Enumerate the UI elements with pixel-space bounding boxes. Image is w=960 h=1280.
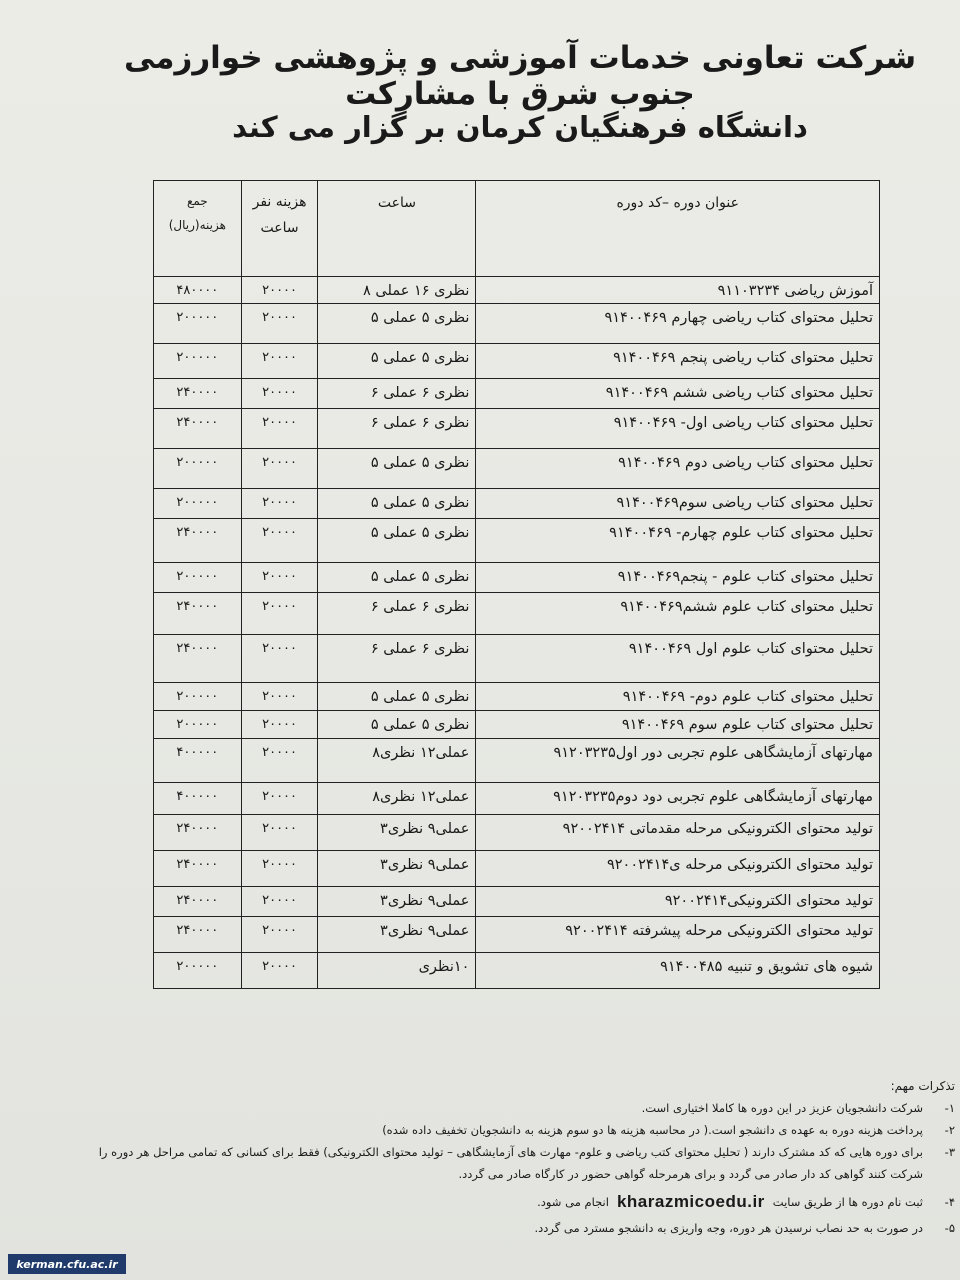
cell-cost: ۲۰۰۰۰ <box>241 953 318 989</box>
table-row <box>154 815 880 851</box>
cell-hours: نظری ۵ عملی ۵ <box>318 711 476 739</box>
cell-total: ۲۴۰۰۰۰ <box>154 379 242 409</box>
cell-cost: ۲۰۰۰۰ <box>241 739 318 783</box>
table-row <box>154 711 880 739</box>
cell-total: ۲۰۰۰۰۰ <box>154 304 242 344</box>
site-link[interactable]: kharazmicoedu.ir <box>616 1192 765 1211</box>
cell-title: تولید محتوای الکترونیکی۹۲۰۰۲۴۱۴ <box>476 887 880 917</box>
cell-cost: ۲۰۰۰۰ <box>241 409 318 449</box>
cell-hours: عملی۱۲ نظری۸ <box>318 739 476 783</box>
cell-title: تحلیل محتوای کتاب ریاضی پنجم ۹۱۴۰۰۴۶۹ <box>476 344 880 379</box>
table-row <box>154 635 880 683</box>
cell-title: مهارتهای آزمایشگاهی علوم تجربی دود دوم۹۱۲۰۳۲۳۵ <box>476 783 880 815</box>
cell-title: تحلیل محتوای کتاب علوم اول ۹۱۴۰۰۴۶۹ <box>476 635 880 683</box>
cell-cost: ۲۰۰۰۰ <box>241 489 318 519</box>
cell-title: آموزش ریاضی ۹۱۱۰۳۲۳۴ <box>476 277 880 304</box>
table-row <box>154 739 880 783</box>
note-item-5: ۵- در صورت به حد نصاب نرسیدن هر دوره، وجه واریزی به دانشجو مسترد می گردد. <box>534 1221 955 1235</box>
header-line-2: دانشگاه فرهنگیان کرمان بر گزار می کند <box>232 110 808 144</box>
column-header-cost: هزینه نفر ساعت <box>241 181 318 277</box>
cell-cost: ۲۰۰۰۰ <box>241 593 318 635</box>
table-row <box>154 593 880 635</box>
table-row <box>154 344 880 379</box>
cell-total: ۴۰۰۰۰۰ <box>154 739 242 783</box>
cell-title: تحلیل محتوای کتاب علوم ششم۹۱۴۰۰۴۶۹ <box>476 593 880 635</box>
cell-hours: ۱۰نظری <box>318 953 476 989</box>
cell-hours: نظری ۶ عملی ۶ <box>318 635 476 683</box>
table-row <box>154 683 880 711</box>
column-header-title: عنوان دوره –کد دوره <box>476 181 880 277</box>
cell-cost: ۲۰۰۰۰ <box>241 917 318 953</box>
cell-cost: ۲۰۰۰۰ <box>241 887 318 917</box>
cell-title: تحلیل محتوای کتاب علوم چهارم- ۹۱۴۰۰۴۶۹ <box>476 519 880 563</box>
cell-hours: نظری ۵ عملی ۵ <box>318 489 476 519</box>
note-item-4: ۴- ثبت نام دوره ها از طریق سایت kharazmicoedu.ir انجام می شود. <box>537 1192 955 1211</box>
notes-heading: تذکرات مهم: <box>890 1079 955 1093</box>
cell-total: ۲۴۰۰۰۰ <box>154 519 242 563</box>
cell-total: ۲۴۰۰۰۰ <box>154 917 242 953</box>
cell-total: ۲۰۰۰۰۰ <box>154 449 242 489</box>
cell-hours: عملی۹ نظری۳ <box>318 851 476 887</box>
cell-total: ۲۰۰۰۰۰ <box>154 683 242 711</box>
table-row <box>154 277 880 304</box>
cell-hours: نظری ۶ عملی ۶ <box>318 409 476 449</box>
cell-hours: عملی۱۲ نظری۸ <box>318 783 476 815</box>
cell-hours: نظری ۶ عملی ۶ <box>318 379 476 409</box>
cell-total: ۴۸۰۰۰۰ <box>154 277 242 304</box>
table-row <box>154 563 880 593</box>
cell-title: تحلیل محتوای کتاب علوم - پنجم۹۱۴۰۰۴۶۹ <box>476 563 880 593</box>
table-row <box>154 304 880 344</box>
cell-title: تحلیل محتوای کتاب ریاضی ششم ۹۱۴۰۰۴۶۹ <box>476 379 880 409</box>
courses-table <box>153 180 880 989</box>
notes-section <box>90 1075 955 1239</box>
table-row <box>154 409 880 449</box>
cell-total: ۴۰۰۰۰۰ <box>154 783 242 815</box>
cell-total: ۲۰۰۰۰۰ <box>154 344 242 379</box>
cell-total: ۲۰۰۰۰۰ <box>154 953 242 989</box>
table-row <box>154 851 880 887</box>
cell-hours: عملی۹ نظری۳ <box>318 815 476 851</box>
column-header-hours: ساعت <box>318 181 476 277</box>
cell-cost: ۲۰۰۰۰ <box>241 683 318 711</box>
cell-hours: عملی۹ نظری۳ <box>318 887 476 917</box>
cell-cost: ۲۰۰۰۰ <box>241 379 318 409</box>
cell-title: تحلیل محتوای کتاب علوم سوم ۹۱۴۰۰۴۶۹ <box>476 711 880 739</box>
table-row <box>154 887 880 917</box>
watermark-badge: kerman.cfu.ac.ir <box>8 1254 126 1274</box>
cell-hours: نظری ۶ عملی ۶ <box>318 593 476 635</box>
cell-total: ۲۰۰۰۰۰ <box>154 711 242 739</box>
cell-cost: ۲۰۰۰۰ <box>241 344 318 379</box>
note-item-2: ۲- پرداخت هزینه دوره به عهده ی دانشجو است.( در محاسبه هزینه ها دو سوم هزینه به دانشجویان تخفیف داده شده) <box>382 1123 955 1137</box>
cell-cost: ۲۰۰۰۰ <box>241 563 318 593</box>
table-header-row <box>154 181 880 277</box>
cell-hours: نظری ۵ عملی ۵ <box>318 683 476 711</box>
cell-cost: ۲۰۰۰۰ <box>241 449 318 489</box>
cell-total: ۲۴۰۰۰۰ <box>154 851 242 887</box>
cell-cost: ۲۰۰۰۰ <box>241 711 318 739</box>
cell-hours: نظری ۵ عملی ۵ <box>318 449 476 489</box>
table-row <box>154 783 880 815</box>
cell-title: تولید محتوای الکترونیکی مرحله مقدماتی ۹۲۰۰۲۴۱۴ <box>476 815 880 851</box>
cell-title: تحلیل محتوای کتاب علوم دوم- ۹۱۴۰۰۴۶۹ <box>476 683 880 711</box>
cell-total: ۲۴۰۰۰۰ <box>154 887 242 917</box>
cell-hours: نظری ۵ عملی ۵ <box>318 563 476 593</box>
table-row <box>154 519 880 563</box>
cell-total: ۲۴۰۰۰۰ <box>154 635 242 683</box>
cell-cost: ۲۰۰۰۰ <box>241 635 318 683</box>
table-row <box>154 379 880 409</box>
cell-total: ۲۰۰۰۰۰ <box>154 489 242 519</box>
cell-title: تحلیل محتوای کتاب ریاضی اول- ۹۱۴۰۰۴۶۹ <box>476 409 880 449</box>
cell-hours: نظری ۱۶ عملی ۸ <box>318 277 476 304</box>
cell-hours: نظری ۵ عملی ۵ <box>318 519 476 563</box>
cell-hours: نظری ۵ عملی ۵ <box>318 344 476 379</box>
cell-hours: عملی۹ نظری۳ <box>318 917 476 953</box>
cell-title: تحلیل محتوای کتاب ریاضی سوم۹۱۴۰۰۴۶۹ <box>476 489 880 519</box>
cell-title: تحلیل محتوای کتاب ریاضی دوم ۹۱۴۰۰۴۶۹ <box>476 449 880 489</box>
cell-total: ۲۴۰۰۰۰ <box>154 593 242 635</box>
table-row <box>154 953 880 989</box>
cell-cost: ۲۰۰۰۰ <box>241 304 318 344</box>
cell-total: ۲۰۰۰۰۰ <box>154 563 242 593</box>
cell-cost: ۲۰۰۰۰ <box>241 277 318 304</box>
table-row <box>154 917 880 953</box>
table-row <box>154 489 880 519</box>
cell-cost: ۲۰۰۰۰ <box>241 783 318 815</box>
column-header-total: جمع هزینه(ریال) <box>154 181 242 277</box>
cell-cost: ۲۰۰۰۰ <box>241 519 318 563</box>
cell-total: ۲۴۰۰۰۰ <box>154 815 242 851</box>
header-line-1: شرکت تعاونی خدمات آموزشی و پژوهشی خوارزمی جنوب شرق با مشارکت <box>123 40 917 112</box>
cell-hours: نظری ۵ عملی ۵ <box>318 304 476 344</box>
note-item-1: ۱- شرکت دانشجویان عزیز در این دوره ها کاملا اختیاری است. <box>641 1101 955 1115</box>
cell-cost: ۲۰۰۰۰ <box>241 851 318 887</box>
cell-title: مهارتهای آزمایشگاهی علوم تجربی دور اول۹۱۲۰۳۲۳۵ <box>476 739 880 783</box>
cell-title: تولید محتوای الکترونیکی مرحله ی۹۲۰۰۲۴۱۴ <box>476 851 880 887</box>
cell-cost: ۲۰۰۰۰ <box>241 815 318 851</box>
note-item-3: ۳- برای دوره هایی که کد مشترک دارند ( تحلیل محتوای کتب ریاضی و علوم- مهارت های آزمایشگاهی – تولید محتوای الکترونیکی) فقط برای کسانی که تمامی مراحل هر دوره را شرکت کنند گواهی کد دار صادر می گردد و برای هرمرحله گواهی حضور در کارگاه صادر می گردد. <box>98 1145 955 1181</box>
cell-title: تولید محتوای الکترونیکی مرحله پیشرفته ۹۲۰۰۲۴۱۴ <box>476 917 880 953</box>
cell-title: شیوه های تشویق و تنبیه ۹۱۴۰۰۴۸۵ <box>476 953 880 989</box>
cell-title: تحلیل محتوای کتاب ریاضی چهارم ۹۱۴۰۰۴۶۹ <box>476 304 880 344</box>
table-row <box>154 449 880 489</box>
cell-total: ۲۴۰۰۰۰ <box>154 409 242 449</box>
